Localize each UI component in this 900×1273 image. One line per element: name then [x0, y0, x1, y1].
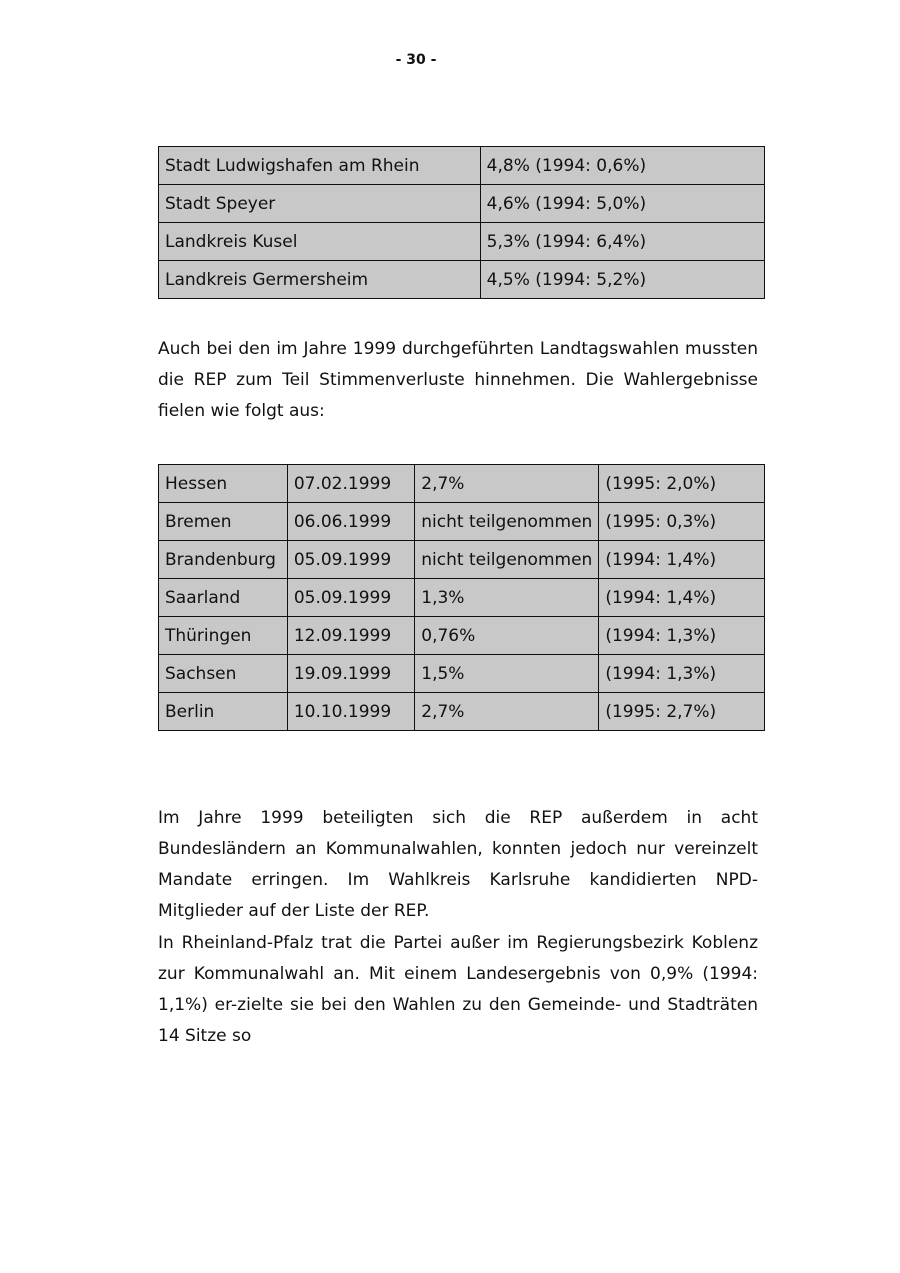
election-date: 10.10.1999	[287, 693, 414, 731]
election-date: 06.06.1999	[287, 503, 414, 541]
election-result: 1,5%	[415, 655, 599, 693]
state-name: Sachsen	[159, 655, 288, 693]
table-row	[159, 261, 765, 299]
election-result: 0,76%	[415, 617, 599, 655]
table-row	[159, 503, 765, 541]
paragraph-rheinland-pfalz: In Rheinland-Pfalz trat die Partei außer im Regierungsbezirk Koblenz zur Kommunalwahl an. Mit einem Landesergebnis von 0,9% (1994: 1,1%) er-zielte sie bei den Wahlen zu den Gemeinde- und Stadträten 14 Sitze so	[158, 933, 758, 1046]
district-name: Landkreis Kusel	[159, 223, 481, 261]
election-date: 19.09.1999	[287, 655, 414, 693]
state-name: Berlin	[159, 693, 288, 731]
previous-result: (1994: 1,4%)	[599, 541, 765, 579]
district-results-table	[158, 146, 765, 299]
state-name: Brandenburg	[159, 541, 288, 579]
previous-result: (1995: 2,7%)	[599, 693, 765, 731]
district-name: Stadt Ludwigshafen am Rhein	[159, 147, 481, 185]
election-result: nicht teilgenommen	[415, 541, 599, 579]
previous-result: (1995: 2,0%)	[599, 465, 765, 503]
state-name: Bremen	[159, 503, 288, 541]
election-result: 1,3%	[415, 579, 599, 617]
state-name: Saarland	[159, 579, 288, 617]
district-result: 4,5% (1994: 5,2%)	[480, 261, 764, 299]
page-number: - 30 -	[395, 52, 437, 68]
table-row	[159, 185, 765, 223]
district-result: 4,6% (1994: 5,0%)	[480, 185, 764, 223]
election-result: 2,7%	[415, 465, 599, 503]
table-row	[159, 655, 765, 693]
district-result: 4,8% (1994: 0,6%)	[480, 147, 764, 185]
table-row	[159, 147, 765, 185]
table-row	[159, 541, 765, 579]
previous-result: (1994: 1,4%)	[599, 579, 765, 617]
district-name: Landkreis Germersheim	[159, 261, 481, 299]
previous-result: (1994: 1,3%)	[599, 617, 765, 655]
paragraph-kommunalwahlen: Im Jahre 1999 beteiligten sich die REP außerdem in acht Bundesländern an Kommunalwahlen, konnten jedoch nur vereinzelt Mandate erringen. Im Wahlkreis Karlsruhe kandidierten NPD-Mitglieder auf der Liste der REP.	[158, 808, 758, 921]
table-row	[159, 223, 765, 261]
table-row	[159, 579, 765, 617]
election-result: nicht teilgenommen	[415, 503, 599, 541]
district-result: 5,3% (1994: 6,4%)	[480, 223, 764, 261]
state-election-table	[158, 464, 765, 731]
election-result: 2,7%	[415, 693, 599, 731]
state-name: Thüringen	[159, 617, 288, 655]
district-name: Stadt Speyer	[159, 185, 481, 223]
paragraph-landtag-intro: Auch bei den im Jahre 1999 durchgeführten Landtagswahlen mussten die REP zum Teil Stimmenverluste hinnehmen. Die Wahlergebnisse fielen wie folgt aus:	[158, 339, 758, 421]
state-name: Hessen	[159, 465, 288, 503]
table-row	[159, 617, 765, 655]
table-row	[159, 465, 765, 503]
election-date: 05.09.1999	[287, 579, 414, 617]
election-date: 12.09.1999	[287, 617, 414, 655]
election-date: 07.02.1999	[287, 465, 414, 503]
previous-result: (1995: 0,3%)	[599, 503, 765, 541]
election-date: 05.09.1999	[287, 541, 414, 579]
previous-result: (1994: 1,3%)	[599, 655, 765, 693]
table-row	[159, 693, 765, 731]
